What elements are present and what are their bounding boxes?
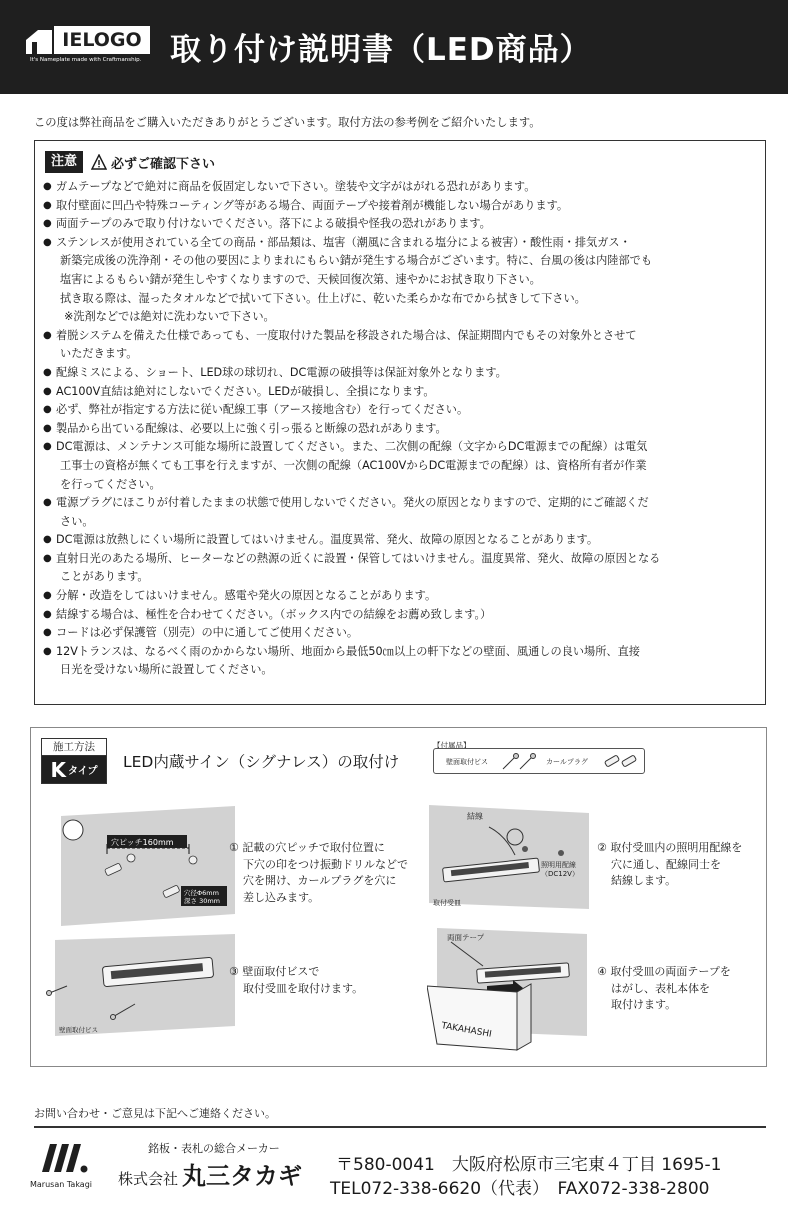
warning-triangle-icon (91, 154, 107, 170)
caution-note-line: ことがあります。 (60, 570, 149, 584)
caution-note-line: ● ステンレスが使用されている全ての商品・部品類は、塩害（潮風に含まれる塩分による被害）・酸性雨・排気ガス・ (43, 234, 755, 253)
step-1 (229, 840, 408, 906)
caution-badge: 注意 (45, 151, 83, 173)
caution-note-line: ● コードは必ず保護管（別売）の中に通してご使用ください。 (43, 624, 755, 643)
page-title: 取り付け説明書（LED商品） (170, 32, 592, 68)
accessories-box (433, 748, 645, 774)
caution-note-line: ● DC電源は放熱しにくい場所に設置してはいけません。温度異常、発火、故障の原因となることがあります。 (43, 531, 755, 550)
step-1-num: ① (229, 841, 239, 854)
screw-mount-label: 壁面取付ビス (59, 1026, 98, 1034)
caution-note-line: いただきます。 (60, 347, 138, 361)
footer-divider (34, 1126, 766, 1128)
caution-note-line: ● 配線ミスによる、ショート、LED球の球切れ、DC電源の破損等は保証対象外となります。 (43, 364, 755, 383)
caution-note-line: を行ってください。 (60, 477, 161, 491)
caution-note-line: 工事士の資格が無くても工事を行えますが、一次側の配線（AC100VからDC電源までの配線）は、資格所有者が作業 (60, 458, 647, 472)
illustration-wiring (429, 803, 591, 913)
company-phone-fax: TEL072-338-6620（代表） FAX072-338-2800 (330, 1179, 710, 1199)
step-2-line-2: 穴に通し、配線同士を (611, 857, 721, 871)
company-address: 〒580-0041 大阪府松原市三宅東４丁目 1695-1 (336, 1155, 722, 1175)
logo-house-icon (26, 28, 52, 54)
pitch-label: 穴ピッチ160mm (111, 838, 174, 847)
step-3 (229, 964, 363, 997)
illustration-drill-holes (49, 806, 241, 926)
step-4-line-3: 取付けます。 (611, 998, 677, 1011)
receiver-label: 取付受皿 (433, 899, 461, 907)
caution-note-line: ● 取付壁面に凹凸や特殊コーティング等がある場合、両面テープや接着剤が機能しない場合があります。 (43, 197, 755, 216)
step-2-line-3: 結線します。 (611, 874, 677, 887)
caution-heading (45, 151, 215, 173)
method-label: 施工方法 (42, 739, 106, 756)
step-3-line-2: 取付受皿を取付けます。 (243, 981, 364, 995)
caution-note-line: ● 電源プラグにほこりが付着したままの状態で使用しないでください。発火の原因となりますので、定期的にご確認くだ (43, 494, 755, 513)
acc-screw-label: 壁面取付ビス (446, 758, 488, 766)
caution-note-line: 新築完成後の洗浄剤・その他の要因によりまれにもらい錆が発生する場合がございます。特に、台風の後は内陸部でも (60, 254, 653, 268)
step-1-line-3: 穴を開け、カールプラグを穴に (243, 874, 397, 887)
caution-note-line: ● 直射日光のあたる場所、ヒーターなどの熱源の近くに設置・保管してはいけません。温度異常、発火、故障の原因となる (43, 550, 755, 569)
logo-tagline: It's Nameplate made with Craftmanship. (30, 57, 142, 63)
caution-note-line: ● 製品から出ている配線は、必要以上に強く引っ張ると断線の恐れがあります。 (43, 420, 755, 439)
step-4-num: ④ (597, 965, 607, 978)
caution-note-line: 塩害によるもらい錆が発生しやすくなりますので、天候回復次第、速やかにお拭き取り下さい。 (60, 272, 541, 286)
illustration-screw-mount (45, 932, 241, 1044)
type-letter: K (50, 757, 66, 782)
caution-title: 必ずご確認下さい (111, 156, 216, 172)
caution-note-line: ● 着脱システムを備えた仕様であっても、一度取付けた製品を移設された場合は、保証期間内でもその対象外とさせて (43, 327, 755, 346)
step-4 (597, 964, 731, 1014)
caution-note-line: ● DC電源は、メンテナンス可能な場所に設置してください。また、二次側の配線（文字からDC電源までの配線）は電気 (43, 438, 755, 457)
caution-notes-list (43, 178, 755, 680)
header-banner (0, 0, 788, 94)
hole-diameter-label: 穴径Φ6mm (184, 889, 219, 897)
step-1-line-4: 差し込みます。 (243, 890, 320, 904)
company-main-name: 丸三タカギ (182, 1162, 303, 1190)
type-suffix: タイプ (68, 766, 98, 777)
step-3-line-1: 壁面取付ビスで (242, 965, 320, 978)
lighting-label: 照明用配線 (541, 861, 576, 869)
illustration-attach-sign (427, 926, 593, 1056)
caution-note-line: ● 12Vトランスは、なるべく雨のかからない場所、地面から最低50㎝以上の軒下などの壁面、風通しの良い場所、直接 (43, 643, 755, 662)
screw-icon (500, 752, 540, 772)
hole-depth-label: 深さ 30mm (184, 897, 221, 905)
sign-text: TAKAHASHI (440, 1021, 493, 1040)
step-4-line-2: はがし、表札本体を (611, 981, 710, 995)
caution-note-line: ● 両面テープのみで取り付けないでください。落下による破損や怪我の恐れがあります。 (43, 215, 755, 234)
tape-label: 両面テープ (447, 933, 485, 942)
method-box (41, 738, 107, 784)
contact-text: お問い合わせ・ご意見は下記へご連絡ください。 (34, 1107, 276, 1120)
company-name-en: Marusan Takagi (30, 1180, 93, 1189)
caution-note-line: ※洗剤などでは絶対に洗わないで下さい。 (64, 310, 275, 324)
company-prefix: 株式会社 (118, 1170, 179, 1188)
caution-note-line: ● 結線する場合は、極性を合わせてください。（ボックス内での結線をお薦め致します。） (43, 606, 755, 625)
step-1-line-2: 下穴の印をつけ振動ドリルなどで (243, 857, 408, 871)
acc-plug-label: カールプラグ (546, 758, 588, 766)
step-2 (597, 840, 742, 890)
wiring-label: 結線 (467, 812, 483, 821)
logo-text: IELOGO (54, 26, 150, 54)
caution-note-line: さい。 (60, 514, 94, 528)
company-name (118, 1156, 302, 1191)
lighting-dc-label: （DC12V） (541, 870, 579, 878)
company-description: 銘板・表札の総合メーカー (148, 1142, 280, 1155)
step-3-num: ③ (229, 965, 239, 978)
ielogo-logo (26, 22, 150, 56)
step-1-line-1: 記載の穴ピッチで取付位置に (242, 841, 385, 854)
caution-note-line: ● 必ず、弊社が指定する方法に従い配線工事（アース接地含む）を行ってください。 (43, 401, 755, 420)
caution-note-line: 拭き取る際は、湿ったタオルなどで拭いて下さい。仕上げに、乾いた柔らかな布でから拭きして下さい。 (60, 291, 586, 305)
caution-note-line: ● AC100V直結は絶対にしないでください。LEDが破損し、全損になります。 (43, 383, 755, 402)
caution-note-line: 日光を受けない場所に設置してください。 (60, 663, 273, 677)
sign-title: LED内蔵サイン（シグナレス）の取付け (123, 753, 400, 771)
plug-icon (602, 752, 642, 772)
caution-note-line: ● 分解・改造をしてはいけません。感電や発火の原因となることがあります。 (43, 587, 755, 606)
method-type (42, 756, 106, 783)
caution-box (34, 140, 766, 705)
installation-section (30, 727, 767, 1067)
caution-note-line: ● ガムテープなどで絶対に商品を仮固定しないで下さい。塗装や文字がはがれる恐れがあります。 (43, 178, 755, 197)
intro-text: この度は弊社商品をご購入いただきありがとうございます。取付方法の参考例をご紹介いたします。 (34, 116, 541, 129)
step-2-line-1: 取付受皿内の照明用配線を (610, 841, 743, 854)
accessories-label: 【付属品】 (433, 741, 471, 750)
step-4-line-1: 取付受皿の両面テープを (610, 965, 731, 978)
step-2-num: ② (597, 841, 607, 854)
company-logo-icon (40, 1140, 90, 1174)
